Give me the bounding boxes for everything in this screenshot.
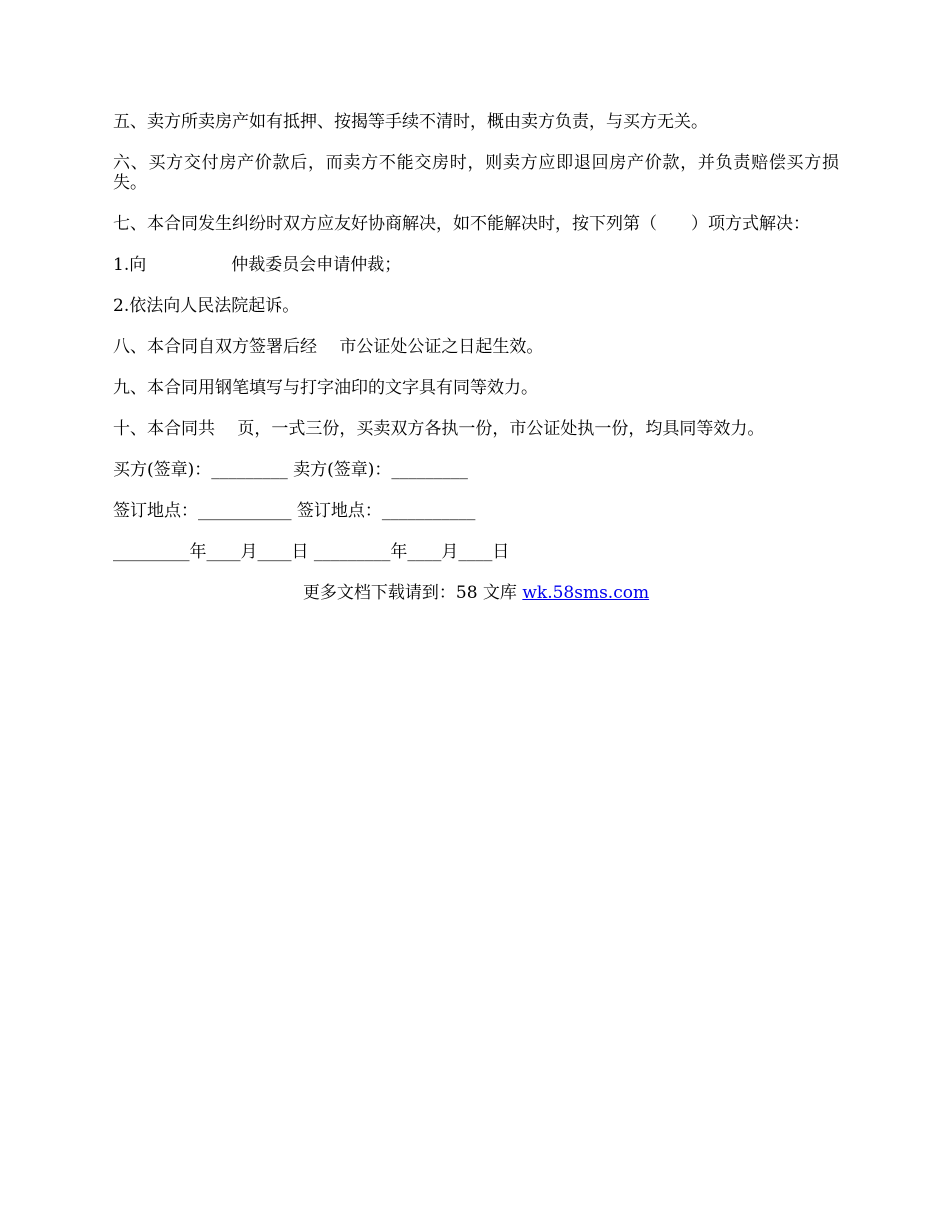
clause-seven: 七、本合同发生纠纷时双方应友好协商解决，如不能解决时，按下列第（ ）项方式解决： <box>113 214 810 234</box>
signature-line: 买方(签章)：_________ 卖方(签章)：_________ <box>113 460 468 480</box>
clause-eight: 八、本合同自双方签署后经 市公证处公证之日起生效。 <box>113 337 544 357</box>
document-body <box>113 112 839 603</box>
option-court: 2.依法向人民法院起诉。 <box>113 296 300 316</box>
option-arbitration: 1.向 仲裁委员会申请仲裁； <box>113 255 402 275</box>
clause-nine: 九、本合同用钢笔填写与打字油印的文字具有同等效力。 <box>113 378 538 398</box>
footer-link[interactable]: wk.58sms.com <box>522 583 650 603</box>
footer-text: 更多文档下载请到：58 文库 <box>302 583 523 603</box>
clause-ten: 十、本合同共 页，一式三份，买卖双方各执一份，市公证处执一份，均具同等效力。 <box>113 419 765 439</box>
clause-five: 五、卖方所卖房产如有抵押、按揭等手续不清时，概由卖方负责，与买方无关。 <box>113 112 708 132</box>
date-line: _________年____月____日 _________年____月____日 <box>113 542 510 562</box>
signing-location-line: 签订地点：___________ 签订地点：___________ <box>113 501 476 521</box>
footer-download-note <box>113 583 839 603</box>
clause-six: 六、买方交付房产价款后，而卖方不能交房时，则卖方应即退回房产价款，并负责赔偿买方损失。 <box>113 153 839 193</box>
